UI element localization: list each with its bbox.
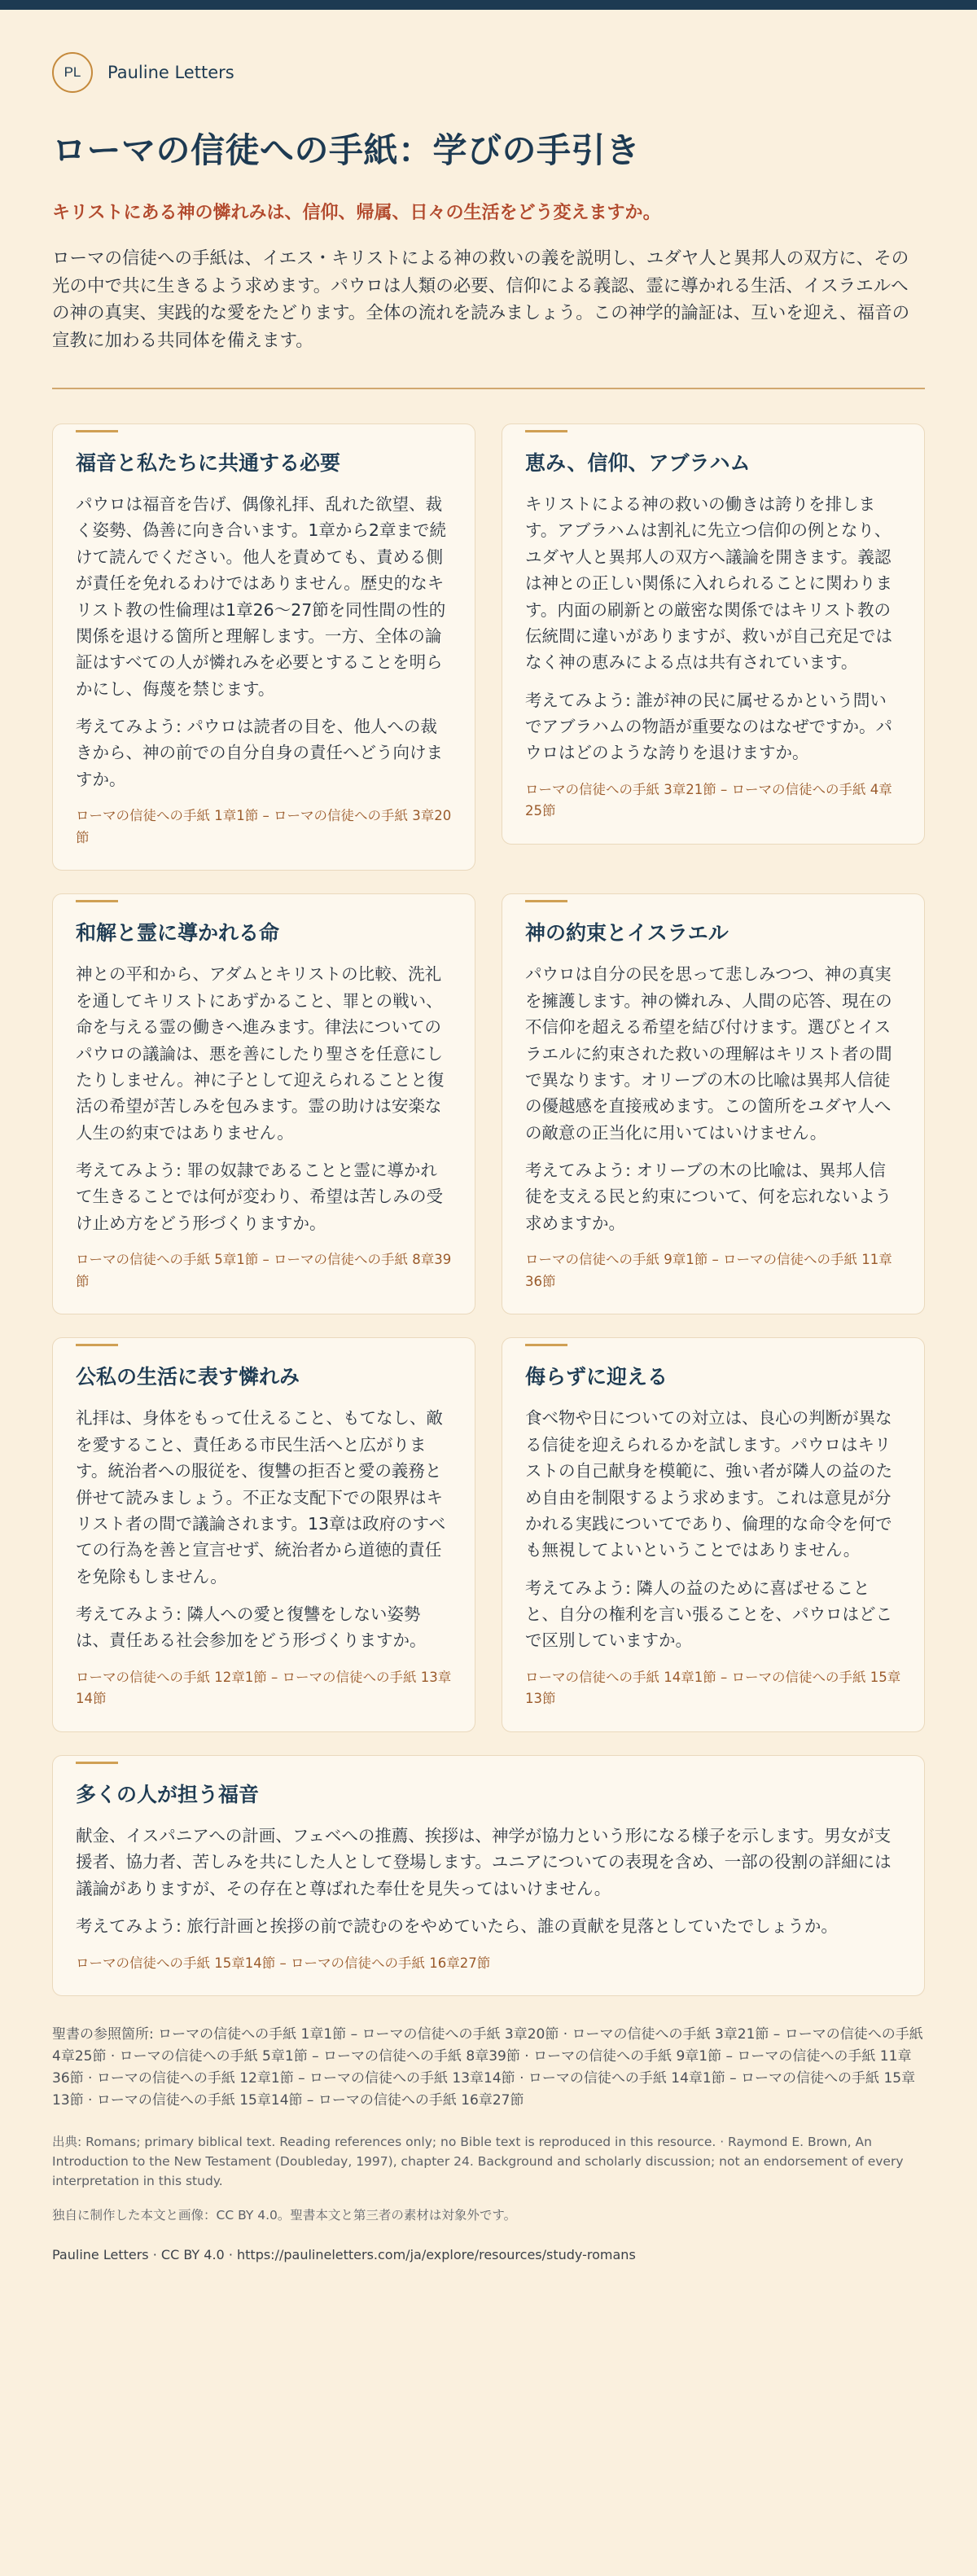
study-card <box>52 1337 475 1732</box>
page-footer <box>52 2247 925 2308</box>
card-body: 食べ物や日についての対立は、良心の判断が異なる信徒を迎えられるかを試します。パウロはキリストの自己献身を模範に、強い者が隣人の益のため自由を制限するよう求めます。これは意見が分かれる実践についてであり、倫理的な命令を何でも無視してよいということではありません。 <box>525 1408 892 1560</box>
card-reflection-question: 考えてみよう: 隣人の益のために喜ばせることと、自分の権利を言い張ることを、パウロはどこで区別していますか。 <box>525 1578 892 1651</box>
card-scripture-reference: ローマの信徒への手紙 12章1節 – ローマの信徒への手紙 13章14節 <box>76 1669 452 1707</box>
card-accent-line <box>76 1344 118 1346</box>
card-heading: 侮らずに迎える <box>525 1364 668 1389</box>
card-heading: 公私の生活に表す憐れみ <box>76 1364 300 1389</box>
card-reflection-question: 考えてみよう: 旅行計画と挨拶の前で読むのをやめていたら、誰の貢献を見落としていたでしょうか。 <box>76 1916 838 1937</box>
scripture-references-list: 聖書の参照箇所: ローマの信徒への手紙 1章1節 – ローマの信徒への手紙 3章20節 · ローマの信徒への手紙 3章21節 – ローマの信徒への手紙 4章25節 · ローマの信徒への手紙 5章1節 – ローマの信徒への手紙 8章39節 · ローマの信徒への手紙 9章1節 – ローマの信徒への手紙 11章36節 · ローマの信徒への手紙 12章1節 – ローマの信徒への手紙 13章14節 · ローマの信徒への手紙 14章1節 – ローマの信徒への手紙 15章13節 · ローマの信徒への手紙 15章14節 – ローマの信徒への手紙 16章27節 <box>52 2026 923 2109</box>
study-card <box>502 1337 925 1732</box>
card-accent-line <box>76 1762 118 1764</box>
study-card <box>502 893 925 1314</box>
card-scripture-reference: ローマの信徒への手紙 9章1節 – ローマの信徒への手紙 11章36節 <box>525 1252 892 1289</box>
intro-paragraph: ローマの信徒への手紙は、イエス・キリストによる神の救いの義を説明し、ユダヤ人と異邦人の双方に、その光の中で共に生きるよう求めます。パウロは人類の必要、信仰による義認、霊に導かれる生活、イスラエルへの神の真実、実践的な愛をたどります。全体の流れを読みましょう。この神学的論証は、互いを迎え、福音の宣教に加わる共同体を備えます。 <box>52 248 910 351</box>
study-card <box>52 423 475 871</box>
page-title: ローマの信徒への手紙：学びの手引き <box>52 130 641 170</box>
card-heading: 和解と霊に導かれる命 <box>76 920 280 945</box>
footer-site-link[interactable]: Pauline Letters <box>52 2246 149 2262</box>
site-brand[interactable] <box>52 52 925 93</box>
card-body: 礼拝は、身体をもって仕えること、もてなし、敵を愛すること、責任ある市民生活へと広がります。統治者への服従を、復讐の拒否と愛の義務と併せて読みましょう。不正な支配下での限界はキリスト者の間で議論されます。13章は政府のすべての行為を善と宣言せず、統治者から道徳的責任を免除もしません。 <box>76 1408 446 1586</box>
card-body: パウロは自分の民を思って悲しみつつ、神の真実を擁護します。神の憐れみ、人間の応答、現在の不信仰を超える希望を結び付けます。選びとイスラエルに約束された救いの理解はキリスト者の間で異なります。オリーブの木の比喩は異邦人信徒の優越感を直接戒めます。この箇所をユダヤ人への敵意の正当化に用いてはいけません。 <box>525 964 892 1143</box>
footer-separator: · <box>228 2246 237 2262</box>
source-citation: 出典: Romans; primary biblical text. Reading references only; no Bible text is reproduced in this resource. · Raymond E. Brown, An Introduction to the New Testament (Doubleday, 1997), chapter 24. Background and scholarly discussion; not an endorsement of every interpretation in this study. <box>52 2135 904 2189</box>
study-card <box>52 893 475 1314</box>
card-scripture-reference: ローマの信徒への手紙 14章1節 – ローマの信徒への手紙 15章13節 <box>525 1669 901 1707</box>
card-reflection-question: 考えてみよう: パウロは読者の目を、他人への裁きから、神の前での自分自身の責任へどう向けますか。 <box>76 717 443 789</box>
card-accent-line <box>525 1344 567 1346</box>
card-body: パウロは福音を告げ、偶像礼拝、乱れた欲望、裁く姿勢、偽善に向き合います。1章から2章まで続けて読んでください。他人を責めても、責める側が責任を免れるわけではありません。歴史的なキリスト教の性倫理は1章26〜27節を同性間の性的関係を退ける箇所と理解します。一方、全体の論証はすべての人が憐れみを必要とすることを明らかにし、侮蔑を禁じます。 <box>76 494 446 699</box>
card-body: 献金、イスパニアへの計画、フェベへの推薦、挨拶は、神学が協力という形になる様子を示します。男女が支援者、協力者、苦しみを共にした人として登場します。ユニアについての表現を含め、一部の役割の詳細には議論がありますが、その存在と尊ばれた奉仕を見失ってはいけません。 <box>76 1826 892 1898</box>
site-logo-badge: PL <box>52 52 93 93</box>
card-accent-line <box>525 430 567 432</box>
card-reflection-question: 考えてみよう: 罪の奴隷であることと霊に導かれて生きることでは何が変わり、希望は苦しみの受け止め方をどう形づくりますか。 <box>76 1161 443 1233</box>
footer-url-link[interactable]: https://paulineletters.com/ja/explore/resources/study-romans <box>237 2246 636 2262</box>
study-card <box>502 423 925 845</box>
card-body: キリストによる神の救いの働きは誇りを排します。アブラハムは割礼に先立つ信仰の例となり、ユダヤ人と異邦人の双方へ議論を開きます。義認は神との正しい関係に入れられることに関わります。内面の刷新との厳密な関係ではキリスト教の伝統間に違いがありますが、救いが自己充足ではなく神の恵みによる点は共有されています。 <box>525 494 892 673</box>
card-accent-line <box>76 430 118 432</box>
card-scripture-reference: ローマの信徒への手紙 1章1節 – ローマの信徒への手紙 3章20節 <box>76 808 452 845</box>
card-heading: 多くの人が担う福音 <box>76 1782 260 1806</box>
card-reflection-question: 考えてみよう: オリーブの木の比喩は、異邦人信徒を支える民と約束について、何を忘れないよう求めますか。 <box>525 1161 892 1233</box>
page-subtitle: キリストにある神の憐れみは、信仰、帰属、日々の生活をどう変えますか。 <box>52 202 661 223</box>
card-body: 神との平和から、アダムとキリストの比較、洗礼を通してキリストにあずかること、罪との戦い、命を与える霊の働きへ進みます。律法についてのパウロの議論は、悪を善にしたり聖さを任意にしたりしません。神に子として迎えられることと復活の希望が苦しみを包みます。霊の助けは安楽な人生の約束ではありません。 <box>76 964 445 1143</box>
card-accent-line <box>76 900 118 902</box>
card-reflection-question: 考えてみよう: 隣人への愛と復讐をしない姿勢は、責任ある社会参加をどう形づくりますか。 <box>76 1604 427 1651</box>
study-sections-grid <box>52 423 925 1996</box>
card-heading: 神の約束とイスラエル <box>525 920 729 945</box>
page-content <box>0 52 977 2308</box>
study-card <box>52 1755 925 1996</box>
footer-license-link[interactable]: CC BY 4.0 <box>160 2246 225 2262</box>
card-scripture-reference: ローマの信徒への手紙 5章1節 – ローマの信徒への手紙 8章39節 <box>76 1252 452 1289</box>
license-note: 独自に制作した本文と画像：CC BY 4.0。聖書本文と第三者の素材は対象外です。 <box>52 2208 517 2223</box>
card-heading: 福音と私たちに共通する必要 <box>76 450 341 475</box>
top-accent-bar <box>0 0 977 10</box>
footer-separator: · <box>152 2246 161 2262</box>
card-accent-line <box>525 900 567 902</box>
section-divider <box>52 388 925 389</box>
card-scripture-reference: ローマの信徒への手紙 3章21節 – ローマの信徒への手紙 4章25節 <box>525 781 892 819</box>
card-reflection-question: 考えてみよう: 誰が神の民に属せるかという問いでアブラハムの物語が重要なのはなぜですか。パウロはどのような誇りを退けますか。 <box>525 690 892 763</box>
card-scripture-reference: ローマの信徒への手紙 15章14節 – ローマの信徒への手紙 16章27節 <box>76 1955 491 1971</box>
card-heading: 恵み、信仰、アブラハム <box>525 450 751 475</box>
site-name: Pauline Letters <box>107 63 234 82</box>
